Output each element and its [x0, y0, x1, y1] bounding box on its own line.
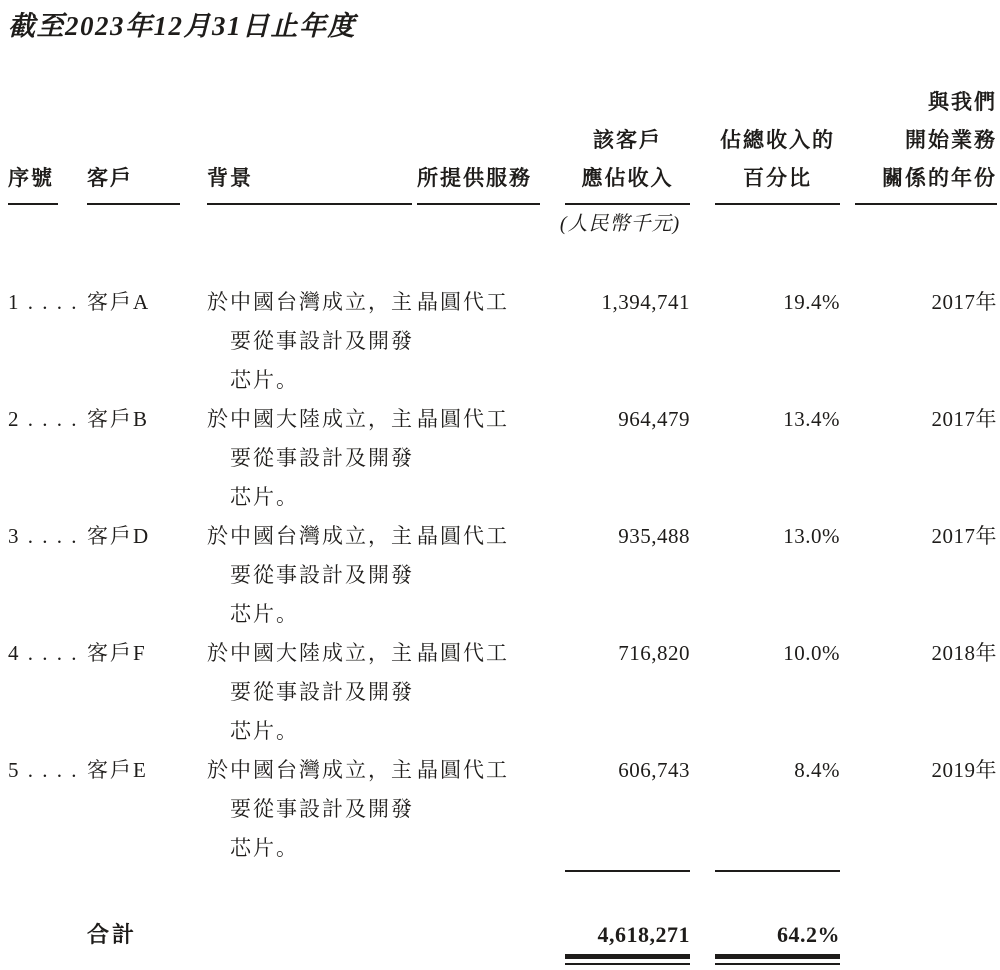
row-no: 2 . . . .: [8, 407, 79, 431]
row-customer: 客戶E: [87, 758, 148, 782]
row-background: [207, 517, 417, 634]
total-percentage: 64.2%: [777, 922, 840, 947]
row-background-line3: 芯片。: [230, 368, 299, 392]
row-no: 1 . . . .: [8, 290, 79, 314]
row-background: [207, 751, 417, 868]
row-background: [207, 634, 417, 751]
row-revenue: 1,394,741: [601, 290, 690, 314]
row-revenue: 964,479: [618, 407, 690, 431]
row-service: 晶圓代工: [417, 524, 509, 548]
col-header-year-line1: 與我們: [928, 91, 997, 114]
row-customer: 客戶A: [87, 290, 151, 314]
row-background-line1: 於中國台灣成立，主: [207, 758, 414, 782]
col-header-no: [8, 84, 87, 205]
percentage-total-rule-thin: [715, 963, 840, 965]
total-revenue: 4,618,271: [597, 922, 690, 947]
row-percentage: 13.0%: [783, 524, 840, 548]
row-percentage: 13.4%: [783, 407, 840, 431]
row-background-line2: 要從事設計及開發: [230, 680, 414, 704]
table-row: [8, 400, 997, 517]
table-row: [8, 517, 997, 634]
col-header-percentage-lines: [715, 122, 840, 198]
total-double-rule-row: [8, 952, 997, 965]
row-no: 3 . . . .: [8, 524, 79, 548]
col-header-no-label: 序號: [8, 167, 54, 190]
row-year: 2017年: [931, 407, 997, 431]
row-service: 晶圓代工: [417, 641, 509, 665]
col-header-percentage: [690, 84, 840, 205]
table-row: [8, 751, 997, 868]
col-header-services-label: 所提供服務: [417, 167, 532, 190]
unit-note-row: [8, 205, 997, 239]
col-header-customer-label: 客戶: [87, 167, 133, 190]
row-background-line2: 要從事設計及開發: [230, 329, 414, 353]
gap-row: [8, 872, 997, 918]
col-header-year-line3: 關係的年份: [882, 167, 997, 190]
row-revenue: 606,743: [618, 758, 690, 782]
row-service: 晶圓代工: [417, 758, 509, 782]
col-header-services: [417, 84, 542, 205]
period-title: 截至2023年12月31日止年度: [8, 11, 356, 41]
col-header-background: [207, 84, 417, 205]
row-background-line3: 芯片。: [230, 602, 299, 626]
row-year: 2018年: [931, 641, 997, 665]
row-year: 2017年: [931, 290, 997, 314]
row-percentage: 8.4%: [794, 758, 840, 782]
row-service: 晶圓代工: [417, 290, 509, 314]
row-customer: 客戶F: [87, 641, 147, 665]
row-background-line2: 要從事設計及開發: [230, 797, 414, 821]
col-header-percentage-line1: 佔總收入的: [720, 129, 835, 152]
col-header-year-line2: 開始業務: [905, 129, 997, 152]
row-background-line1: 於中國台灣成立，主: [207, 290, 414, 314]
table-row: [8, 634, 997, 751]
row-percentage: 19.4%: [783, 290, 840, 314]
row-background-line1: 於中國大陸成立，主: [207, 641, 414, 665]
total-row: [8, 918, 997, 952]
table-row: [8, 283, 997, 400]
total-label: 合計: [87, 922, 138, 947]
row-customer: 客戶B: [87, 407, 150, 431]
unit-note: (人民幣千元): [559, 213, 681, 235]
row-background: [207, 400, 417, 517]
row-year: 2019年: [931, 758, 997, 782]
revenue-total-rule-thick: [565, 954, 690, 959]
row-no: 5 . . . .: [8, 758, 79, 782]
row-year: 2017年: [931, 524, 997, 548]
row-revenue: 935,488: [618, 524, 690, 548]
row-background-line1: 於中國台灣成立，主: [207, 524, 414, 548]
col-header-revenue-line2: 應佔收入: [581, 167, 674, 190]
row-service: 晶圓代工: [417, 407, 509, 431]
top-customers-table: [8, 84, 997, 965]
row-customer: 客戶D: [87, 524, 151, 548]
row-background: [207, 283, 417, 400]
col-header-background-label: 背景: [207, 167, 253, 190]
col-header-percentage-line2: 百分比: [743, 167, 812, 190]
col-header-revenue-lines: [565, 122, 690, 198]
col-header-customer: [87, 84, 207, 205]
spacer-row: [8, 239, 997, 283]
percentage-total-rule-thick: [715, 954, 840, 959]
row-background-line2: 要從事設計及開發: [230, 563, 414, 587]
row-background-line3: 芯片。: [230, 719, 299, 743]
row-background-line3: 芯片。: [230, 836, 299, 860]
unit-note-cell: [542, 205, 690, 239]
table-header-row: [8, 84, 997, 205]
row-revenue: 716,820: [618, 641, 690, 665]
row-percentage: 10.0%: [783, 641, 840, 665]
row-background-line3: 芯片。: [230, 485, 299, 509]
col-header-year: [840, 84, 997, 205]
col-header-revenue-line1: 該客戶: [593, 129, 662, 152]
row-no: 4 . . . .: [8, 641, 79, 665]
revenue-total-rule-thin: [565, 963, 690, 965]
row-background-line2: 要從事設計及開發: [230, 446, 414, 470]
row-background-line1: 於中國大陸成立，主: [207, 407, 414, 431]
col-header-revenue: [542, 84, 690, 205]
